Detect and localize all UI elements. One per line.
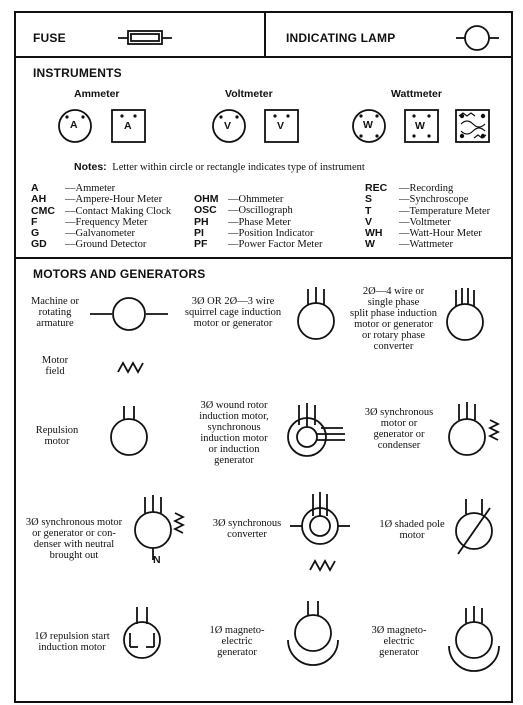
magneto-3-symbol: [449, 606, 499, 671]
wound-rotor-label: 3Ø wound rotor induction motor, synchronous induction motor or induction generator: [199, 400, 269, 466]
squirrel-cage-symbol: [298, 287, 334, 339]
squirrel-cage-label: 3Ø OR 2Ø—3 wire squirrel cage induction motor or generator: [184, 296, 282, 329]
abbr-code: REC: [365, 182, 388, 194]
repulsion-motor-symbol: [111, 406, 147, 455]
wattmeter-name: Wattmeter: [391, 88, 442, 100]
wattmeter-circle-letter: W: [363, 119, 373, 131]
abbr-code: OHM: [194, 193, 219, 205]
abbr-code: CMC: [31, 204, 55, 217]
repulsion-start-symbol: [124, 607, 160, 658]
abbr-code: PF: [194, 238, 208, 251]
wattmeter-rect-letter: W: [415, 120, 425, 132]
split-phase-symbol: [447, 288, 483, 340]
abbr-code: T: [365, 204, 372, 217]
fuse-label: FUSE: [33, 31, 66, 45]
abbr-def: —Ammeter: [65, 183, 116, 194]
voltmeter-rect-letter: V: [277, 120, 285, 132]
synchronous-motor-symbol: [449, 402, 498, 455]
abbr-def: —Watt-Hour Meter: [399, 228, 482, 240]
abbr-def: —Frequency Meter: [65, 216, 148, 228]
synchronous-motor-label: 3Ø synchronous motor or generator or condenser: [364, 407, 434, 451]
abbr-column-2: [194, 192, 323, 251]
sync-neutral-symbol: [135, 495, 183, 560]
armature-label: Machine or rotating armature: [30, 296, 80, 329]
abbr-code: WH: [365, 227, 383, 240]
abbr-column-3: [365, 181, 490, 249]
abbr-def: —Temperature Meter: [399, 205, 491, 217]
ammeter-name: Ammeter: [74, 88, 120, 100]
ammeter-circle-letter: A: [70, 119, 78, 131]
abbr-def: —Ampere-Hour Meter: [65, 194, 163, 206]
shaded-pole-symbol: [456, 499, 492, 554]
abbr-code: G: [31, 227, 40, 240]
voltmeter-name: Voltmeter: [225, 88, 273, 100]
fuse-symbol: [118, 31, 172, 44]
repulsion-start-label: 1Ø repulsion start induction motor: [34, 631, 110, 653]
instrument-terminal-dots: [65, 114, 430, 137]
abbr-def: —Phase Meter: [228, 216, 291, 228]
abbr-def: —Position Indicator: [228, 227, 314, 239]
indicating-lamp-label: INDICATING LAMP: [286, 31, 396, 45]
neutral-letter: N: [153, 554, 161, 566]
notes-text: Letter within circle or rectangle indicates type of instrument: [112, 162, 365, 173]
sync-converter-symbol: [290, 492, 350, 570]
ammeter-rect-letter: A: [124, 120, 132, 132]
magneto-1-label: 1Ø magneto- electric generator: [209, 625, 265, 658]
motor-field-symbol: [118, 363, 143, 372]
motors-title: MOTORS AND GENERATORS: [33, 267, 206, 281]
wound-rotor-symbol: [288, 403, 345, 456]
abbr-def: —Oscillograph: [228, 205, 293, 217]
split-phase-label: 2Ø—4 wire or single phase split phase induction motor or generator or rotary phase converter: [350, 286, 437, 352]
magneto-3-label: 3Ø magneto- electric generator: [371, 625, 427, 658]
abbr-def: —Recording: [399, 183, 454, 194]
abbr-def: —Galvanometer: [65, 228, 135, 240]
motor-field-label: Motor field: [41, 355, 69, 377]
repulsion-motor-label: Repulsion motor: [35, 425, 79, 447]
abbr-code: A: [31, 182, 39, 194]
abbr-def: —Wattmeter: [399, 239, 453, 251]
abbr-code: S: [365, 193, 373, 206]
magneto-1-symbol: [288, 601, 338, 665]
abbr-code: W: [365, 238, 375, 251]
abbr-code: GD: [31, 238, 47, 251]
abbr-code: V: [365, 215, 373, 228]
indicating-lamp-symbol: [456, 26, 499, 50]
abbr-code: F: [31, 215, 38, 228]
abbr-code: OSC: [194, 204, 217, 217]
abbr-def: —Voltmeter: [399, 216, 451, 228]
abbr-code: PI: [194, 226, 204, 239]
abbr-def: —Ground Detector: [65, 239, 147, 251]
abbr-def: —Power Factor Meter: [228, 239, 323, 251]
abbr-def: —Contact Making Clock: [65, 205, 172, 217]
abbr-def: —Ohmmeter: [228, 194, 284, 205]
abbr-def: —Synchroscope: [399, 194, 469, 206]
instruments-title: INSTRUMENTS: [33, 66, 122, 80]
voltmeter-circle-letter: V: [224, 120, 232, 132]
notes-title: Notes:: [74, 161, 107, 173]
sync-neutral-label: 3Ø synchronous motor or generator or con- denser with neutral brought out: [25, 517, 123, 561]
abbr-column-1: [31, 181, 171, 249]
shaded-pole-label: 1Ø shaded pole motor: [379, 519, 445, 541]
armature-symbol: [90, 298, 168, 330]
abbr-code: AH: [31, 193, 47, 206]
notes: [74, 161, 365, 173]
sync-converter-label: 3Ø synchronous converter: [212, 518, 282, 540]
abbr-code: PH: [194, 215, 209, 228]
wattmeter-wiring: [459, 113, 486, 138]
